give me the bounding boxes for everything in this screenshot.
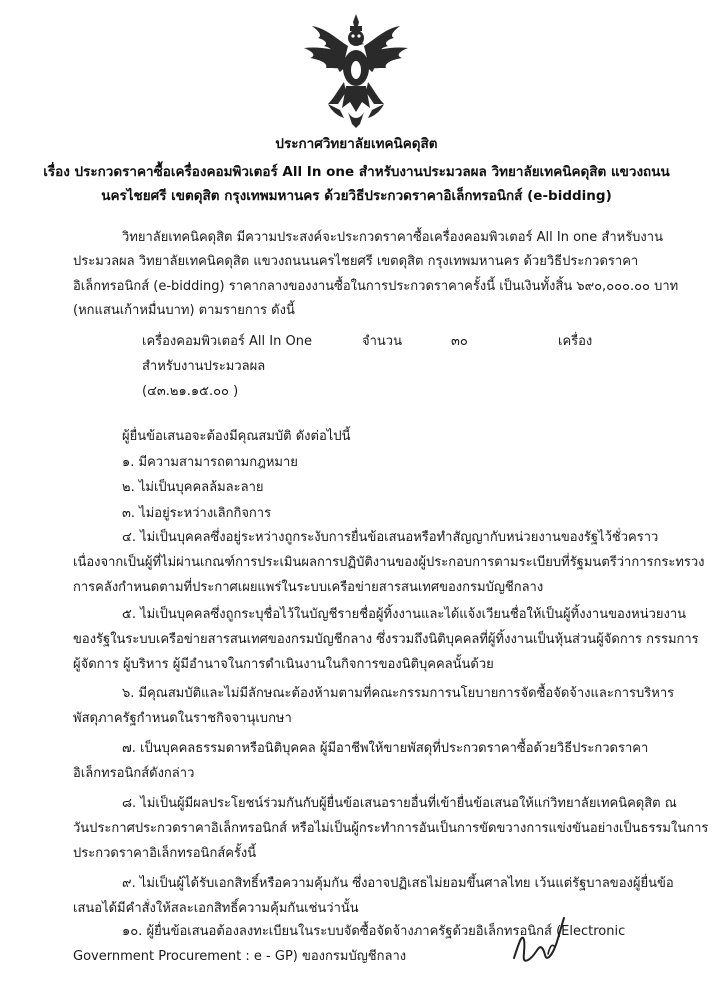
item-name-line-1: เครื่องคอมพิวเตอร์ All In One bbox=[142, 334, 312, 349]
qualification-6-line-2: พัสดุภาครัฐกำหนดในราชกิจจานุเบกษา bbox=[73, 711, 292, 726]
intro-line-2: ประมวลผล วิทยาลัยเทคนิคดุสิต แขวงถนนนครไชยศรี เขตดุสิต กรุงเทพมหานคร ด้วยวิธีประกวดราคา bbox=[73, 254, 639, 269]
qualification-2: ๒. ไม่เป็นบุคคลล้มละลาย bbox=[122, 480, 264, 495]
qualification-10-line-1: ๑๐. ผู้ยื่นข้อเสนอต้องลงทะเบียนในระบบจัดซื้อจัดจ้างภาครัฐด้วยอิเล็กทรอนิกส์ (Electronic bbox=[122, 924, 626, 939]
intro-line-3: อิเล็กทรอนิกส์ (e-bidding) ราคากลางของงานซื้อในการประกวดราคาครั้งนี้ เป็นเงินทั้งสิ้น ๖๙๐,๐๐๐.๐๐ บาท bbox=[73, 279, 679, 294]
qualification-8-line-1: ๘. ไม่เป็นผู้มีผลประโยชน์ร่วมกันกับผู้ยื่นข้อเสนอรายอื่นที่เข้ายื่นข้อเสนอให้แก่วิทยาลัยเทคนิคดุสิต ณ bbox=[122, 796, 677, 811]
qualification-8-line-3: ประกวดราคาอิเล็กทรอนิกส์ครั้งนี้ bbox=[73, 846, 257, 861]
qualification-1: ๑. มีความสามารถตามกฎหมาย bbox=[122, 455, 298, 470]
document-title: ประกาศวิทยาลัยเทคนิคดุสิต bbox=[275, 136, 438, 152]
qualification-10-line-2: Government Procurement : e - GP) ของกรมบัญชีกลาง bbox=[73, 949, 407, 964]
qualification-5-line-3: ผู้จัดการ ผู้บริหาร ผู้มีอำนาจในการดำเนินงานในกิจการของนิติบุคคลนั้นด้วย bbox=[73, 657, 494, 672]
qualifications-heading: ผู้ยื่นข้อเสนอจะต้องมีคุณสมบัติ ดังต่อไปนี้ bbox=[122, 429, 351, 444]
qualification-9-line-1: ๙. ไม่เป็นผู้ได้รับเอกสิทธิ์หรือความคุ้มกัน ซึ่งอาจปฏิเสธไม่ยอมขึ้นศาลไทย เว้นแต่รัฐบาลของผู้ยื่นข้อ bbox=[122, 876, 674, 891]
qualification-5-line-2: ของรัฐในระบบเครือข่ายสารสนเทศของกรมบัญชีกลาง ซึ่งรวมถึงนิติบุคคลที่ผู้ทิ้งงานเป็นหุ้นส่วนผู้จัดการ กรรมการ bbox=[73, 632, 699, 647]
qualification-8-line-2: วันประกาศประกวดราคาอิเล็กทรอนิกส์ หรือไม่เป็นผู้กระทำการอันเป็นการขัดขวางการแข่งขันอย่างเป็นธรรมในการ bbox=[73, 821, 709, 836]
item-qty-label: จำนวน bbox=[362, 334, 402, 349]
intro-line-1: วิทยาลัยเทคนิคดุสิต มีความประสงค์จะประกวดราคาซื้อเครื่องคอมพิวเตอร์ All In one สำหรับงาน bbox=[122, 230, 663, 245]
qualification-9-line-2: เสนอได้มีคำสั่งให้สละเอกสิทธิ์ความคุ้มกันเช่นว่านั้น bbox=[73, 901, 359, 916]
intro-line-4: (หกแสนเก้าหมื่นบาท) ตามรายการ ดังนี้ bbox=[73, 303, 295, 318]
garuda-emblem-icon bbox=[298, 12, 414, 130]
qualification-6-line-1: ๖. มีคุณสมบัติและไม่มีลักษณะต้องห้ามตามที่คณะกรรมการนโยบายการจัดซื้อจัดจ้างและการบริหาร bbox=[122, 686, 675, 701]
item-qty: ๓๐ bbox=[451, 334, 468, 349]
qualification-7-line-2: อิเล็กทรอนิกส์ดังกล่าว bbox=[73, 766, 195, 781]
qualification-4-line-3: การคลังกำหนดตามที่ประกาศเผยแพร่ในระบบเครือข่ายสารสนเทศของกรมบัญชีกลาง bbox=[73, 580, 544, 595]
qualification-7-line-1: ๗. เป็นบุคคลธรรมดาหรือนิติบุคคล ผู้มีอาชีพให้ขายพัสดุที่ประกวดราคาซื้อด้วยวิธีประกวดราคา bbox=[122, 741, 649, 756]
item-unit: เครื่อง bbox=[558, 334, 593, 349]
handwritten-signature bbox=[508, 910, 568, 970]
item-name-line-2: สำหรับงานประมวลผล bbox=[142, 359, 266, 374]
qualification-5-line-1: ๕. ไม่เป็นบุคคลซึ่งถูกระบุชื่อไว้ในบัญชีรายชื่อผู้ทิ้งงานและได้แจ้งเวียนชื่อให้เป็นผู้ทิ้งงานของหน่วยงาน bbox=[122, 607, 687, 622]
subject-line-1: เรื่อง ประกวดราคาซื้อเครื่องคอมพิวเตอร์ All In one สำหรับงานประมวลผล วิทยาลัยเทคนิคดุสิต แขวงถนน bbox=[43, 164, 670, 180]
subject-line-2: นครไชยศรี เขตดุสิต กรุงเทพมหานคร ด้วยวิธีประกวดราคาอิเล็กทรอนิกส์ (e-bidding) bbox=[101, 188, 612, 204]
item-code: (๔๓.๒๑.๑๕.๐๐ ) bbox=[142, 384, 239, 399]
qualification-4-line-2: เนื่องจากเป็นผู้ที่ไม่ผ่านเกณฑ์การประเมินผลการปฏิบัติงานของผู้ประกอบการตามระเบียบที่รัฐมนตรีว่าการกระทรวง bbox=[73, 555, 705, 570]
qualification-3: ๓. ไม่อยู่ระหว่างเลิกกิจการ bbox=[122, 506, 272, 521]
qualification-4-line-1: ๔. ไม่เป็นบุคคลซึ่งอยู่ระหว่างถูกระงับการยื่นข้อเสนอหรือทำสัญญากับหน่วยงานของรัฐไว้ชั่วคราว bbox=[122, 530, 659, 545]
